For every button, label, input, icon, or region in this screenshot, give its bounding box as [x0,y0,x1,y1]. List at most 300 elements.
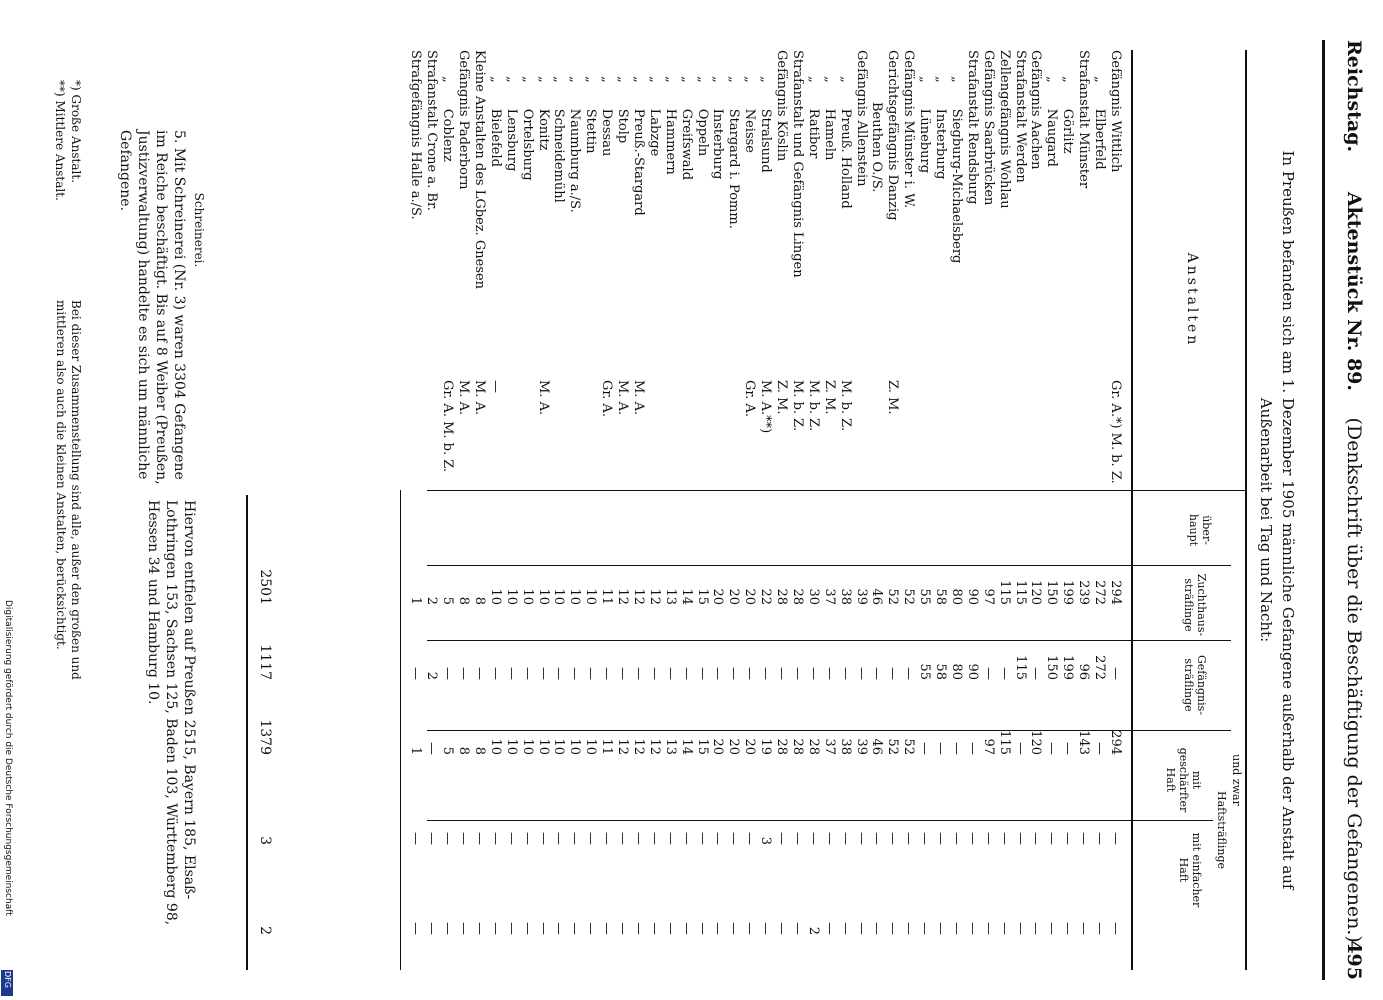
row-einfache-haft: — [726,922,742,935]
row-institution-type: M. A.**) [758,380,774,434]
row-gefaengnis: 143 [1076,730,1092,755]
row-geschaerfte-haft: — [1060,832,1076,845]
row-total: 38 [837,588,853,605]
row-einfache-haft: — [774,922,790,935]
row-name: Kleine Anstalten des LGbez. Gnesen [472,50,487,290]
row-geschaerfte-haft: — [599,832,615,845]
row-einfache-haft: — [933,922,949,935]
row-einfache-haft: 2 [805,926,821,935]
row-geschaerfte-haft: — [805,832,821,845]
dfg-sidebar-text: Digitalisierung gefördert durch die Deutsche Forschungsgemeinschaft [3,600,13,916]
row-gefaengnis: — [424,742,440,755]
row-zuchthaus: 150 [1044,655,1060,680]
row-zuchthaus: — [631,667,646,680]
row-zuchthaus: 2 [424,671,440,680]
row-name: Strafanstalt Rendsburg [964,50,980,205]
row-zuchthaus: — [901,667,917,680]
row-total: 30 [805,588,821,605]
row-gefaengnis: 19 [758,738,774,755]
row-einfache-haft: — [949,922,964,935]
row-total: 80 [949,588,964,605]
row-zuchthaus: — [774,667,790,680]
row-gefaengnis: 20 [710,738,726,755]
header-gefaengnis: Gefängnis-sträflinge [1182,654,1208,716]
row-name: „ Schneidemühl [551,50,567,203]
row-geschaerfte-haft: — [503,832,519,845]
row-einfache-haft: — [758,922,774,935]
row-einfache-haft: — [1076,922,1092,935]
row-zuchthaus: — [726,667,742,680]
row-geschaerfte-haft: — [519,832,535,845]
row-einfache-haft: — [710,922,726,935]
row-institution-type: M. A. [631,380,646,416]
row-zuchthaus: — [758,667,774,680]
row-zuchthaus: — [456,667,472,680]
row-total: 12 [631,588,646,605]
row-name: Gefängnis Wittlich [1108,50,1123,173]
header-haftstraeflinge: Haftsträflinge [1215,790,1228,869]
row-gefaengnis: 28 [805,738,821,755]
row-geschaerfte-haft: — [567,832,583,845]
row-zuchthaus: 58 [933,663,949,680]
row-institution-type: Gr. A. [742,380,758,417]
row-geschaerfte-haft: — [742,832,758,845]
row-name: „ Ortelsburg [519,50,535,181]
row-zuchthaus: — [408,667,424,680]
row-gefaengnis: 20 [726,738,742,755]
row-geschaerfte-haft: — [662,832,678,845]
row-total: 115 [996,580,1012,605]
row-total: 199 [1060,580,1076,605]
row-zuchthaus: — [535,667,551,680]
row-einfache-haft: — [853,922,869,935]
row-name: „ Dessau [599,50,615,157]
row-gefaengnis: — [949,742,964,755]
header-zuchthaus: Zuchthaus-sträflinge [1182,573,1208,637]
page-number: 495 [1343,940,1365,980]
row-name: Strafanstalt Münster [1076,50,1092,189]
row-zuchthaus: — [678,667,694,680]
row-zuchthaus: — [710,667,726,680]
row-name: „ Preuß.-Stargard [631,50,646,216]
row-gefaengnis: 12 [646,738,662,755]
row-total: 90 [964,588,980,605]
row-name: Strafanstalt und Gefängnis Lingen [790,50,805,278]
row-total: 20 [726,588,742,605]
row-zuchthaus: — [790,667,805,680]
row-zuchthaus: 80 [949,663,964,680]
header-anstalten: Anstalten [1184,252,1200,348]
row-gefaengnis: — [1012,742,1028,755]
row-zuchthaus: — [583,667,599,680]
row-total: 150 [1044,580,1060,605]
row-gefaengnis: 46 [869,738,885,755]
row-name: „ Neisse [742,50,758,153]
row-geschaerfte-haft: — [487,832,503,845]
row-einfache-haft: — [980,922,996,935]
dfg-sidebar [0,600,14,1000]
row-geschaerfte-haft: — [456,832,472,845]
row-total: 272 [1092,580,1108,605]
row-gefaengnis: 11 [599,738,615,755]
header-reichstag: Reichstag. [1343,40,1365,153]
row-total: 14 [678,588,694,605]
row-geschaerfte-haft: — [710,832,726,845]
row-total: 2 [424,596,440,605]
row-name: „ Stargard i. Pomm. [726,50,742,229]
row-name: Gefängnis Allenstein [853,50,869,187]
row-einfache-haft: — [917,922,933,935]
row-geschaerfte-haft: — [726,832,742,845]
header-aktenstueck: Aktenstück Nr. 89. [1343,191,1365,392]
row-gefaengnis: 10 [551,738,567,755]
row-name: „ Insterburg [933,50,949,180]
row-total: 1 [408,596,424,605]
row-total: 120 [1028,580,1044,605]
row-geschaerfte-haft: — [1076,832,1092,845]
row-zuchthaus: — [885,667,901,680]
row-institution-type: Z. M. [774,380,790,415]
row-einfache-haft: — [503,922,519,935]
row-institution-type: Gr. A. [599,380,615,417]
row-total: 294 [1108,580,1123,605]
row-total: 20 [710,588,726,605]
row-geschaerfte-haft: — [583,832,599,845]
row-geschaerfte-haft: — [885,832,901,845]
row-gefaengnis: 1 [408,746,424,755]
row-total: 5 [440,596,456,605]
row-name: Strafgefängnis Halle a./S. [408,50,424,220]
total-gh: 3 [257,836,273,845]
row-gefaengnis: 28 [790,738,805,755]
row-gefaengnis: — [917,742,933,755]
row-name: „ Greifswald [678,50,694,181]
total-ueberhaupt: 2501 [257,569,273,605]
row-gefaengnis: 10 [567,738,583,755]
row-einfache-haft: — [599,922,615,935]
row-name: „ Siegburg-Michaelsberg [949,50,964,264]
row-total: 20 [742,588,758,605]
row-gefaengnis: 12 [631,738,646,755]
row-total: 10 [487,588,503,605]
row-name: „ Ratibor [805,50,821,159]
row-name: „ Oppeln [694,50,710,157]
row-total: 58 [933,588,949,605]
header-title: (Denkschrift über die Beschäftigung der Gefangenen.) [1343,417,1365,943]
row-institution-type: Gr. A. M. b. Z. [440,380,456,473]
row-institution-type: M. A. [615,380,631,416]
row-name: Strafanstalt Crone a. Br. [424,50,440,211]
row-gefaengnis: 14 [678,738,694,755]
row-zuchthaus: — [662,667,678,680]
row-gefaengnis: — [1044,742,1060,755]
row-zuchthaus: 90 [964,663,980,680]
row-einfache-haft: — [567,922,583,935]
row-name: „ Lensburg [503,50,519,172]
row-zuchthaus: 199 [1060,655,1076,680]
row-name: Gerichtsgefängnis Danzig [885,50,901,221]
row-einfache-haft: — [742,922,758,935]
row-geschaerfte-haft: — [694,832,710,845]
row-name: „ Elberfeld [1092,50,1108,170]
row-einfache-haft: — [678,922,694,935]
row-zuchthaus: — [440,667,456,680]
row-total: 8 [456,596,472,605]
row-geschaerfte-haft: — [949,832,964,845]
row-geschaerfte-haft: — [917,832,933,845]
row-total: 10 [583,588,599,605]
row-name: „ Hammern [662,50,678,175]
row-zuchthaus: — [821,667,837,680]
row-geschaerfte-haft: — [980,832,996,845]
header-geschaerfter: mit geschärfter Haft [1164,747,1203,813]
row-einfache-haft: — [996,922,1012,935]
row-gefaengnis: 15 [694,738,710,755]
dfg-logo-text: DFG [3,971,12,988]
total-eh: 2 [257,926,273,935]
row-einfache-haft: — [551,922,567,935]
row-gefaengnis: 28 [774,738,790,755]
row-einfache-haft: — [472,922,487,935]
row-gefaengnis: 97 [980,738,996,755]
row-einfache-haft: — [487,922,503,935]
row-gefaengnis: 10 [503,738,519,755]
row-geschaerfte-haft: — [774,832,790,845]
row-name: „ Stralsund [758,50,774,173]
row-einfache-haft: — [662,922,678,935]
intro-text: In Preußen befanden sich am 1. Dezember 1905 männliche Gefangene außerhalb der Anstalt auf Außenarbeit bei Tag und Nacht: [1257,150,1297,890]
total-gef: 1379 [257,719,273,755]
row-name: Gefängnis Paderborn [456,50,472,190]
row-einfache-haft: — [821,922,837,935]
row-einfache-haft: — [1092,922,1108,935]
row-geschaerfte-haft: — [440,832,456,845]
row-zuchthaus: — [742,667,758,680]
row-geschaerfte-haft: — [1044,832,1060,845]
row-institution-type: M. A. [472,380,487,416]
row-einfache-haft: — [694,922,710,935]
row-gefaengnis: 52 [901,738,917,755]
row-geschaerfte-haft: — [853,832,869,845]
row-gefaengnis: 39 [853,738,869,755]
row-total: 10 [551,588,567,605]
row-zuchthaus: — [615,667,631,680]
row-gefaengnis: — [1092,742,1108,755]
row-einfache-haft: — [1044,922,1060,935]
row-total: 12 [615,588,631,605]
row-zuchthaus: — [519,667,535,680]
row-einfache-haft: — [408,922,424,935]
row-name: „ Lüneburg [917,50,933,174]
row-zuchthaus: 55 [917,663,933,680]
row-einfache-haft: — [519,922,535,935]
row-total: 55 [917,588,933,605]
row-gefaengnis: 37 [821,738,837,755]
row-zuchthaus: — [503,667,519,680]
row-geschaerfte-haft: — [472,832,487,845]
row-total: 28 [790,588,805,605]
row-einfache-haft: — [1108,922,1123,935]
row-total: 10 [503,588,519,605]
row-total: 11 [599,588,615,605]
row-zuchthaus: — [980,667,996,680]
row-geschaerfte-haft: — [678,832,694,845]
row-total: 8 [472,596,487,605]
row-name: Gefängnis Saarbrücken [980,50,996,206]
row-gefaengnis: — [964,742,980,755]
row-name: Beuthen O./S. [869,50,885,193]
row-gefaengnis: 10 [519,738,535,755]
row-geschaerfte-haft: — [837,832,853,845]
row-geschaerfte-haft: — [964,832,980,845]
row-gefaengnis: 20 [742,738,758,755]
row-einfache-haft: — [1012,922,1028,935]
row-einfache-haft: — [615,922,631,935]
row-geschaerfte-haft: — [408,832,424,845]
row-name: Gefängnis Köslin [774,50,790,162]
row-zuchthaus: — [567,667,583,680]
row-geschaerfte-haft: 3 [758,836,774,845]
row-einfache-haft: — [901,922,917,935]
row-geschaerfte-haft: — [1028,832,1044,845]
row-zuchthaus: 115 [1012,655,1028,680]
dfg-logo [1,970,13,996]
row-gefaengnis: — [1060,742,1076,755]
row-total: 28 [774,588,790,605]
row-geschaerfte-haft: — [996,832,1012,845]
row-zuchthaus: — [694,667,710,680]
row-total: 97 [980,588,996,605]
row-zuchthaus: — [996,667,1012,680]
row-geschaerfte-haft: — [615,832,631,845]
row-institution-type: M. A. [456,380,472,416]
row-institution-type: M. b. Z. [837,380,853,432]
row-zuchthaus: — [853,667,869,680]
row-name: „ Bielefeld [487,50,503,167]
row-geschaerfte-haft: — [631,832,646,845]
header-und-zwar: und zwar [1230,754,1243,806]
row-geschaerfte-haft: — [901,832,917,845]
row-einfache-haft: — [869,922,885,935]
row-total: 15 [694,588,710,605]
row-total: 46 [869,588,885,605]
footnote-1: *) Große Anstalt. [69,80,83,183]
row-zuchthaus: 96 [1076,663,1092,680]
row-name: „ Labzge [646,50,662,157]
row-einfache-haft: — [837,922,853,935]
row-geschaerfte-haft: — [424,832,440,845]
row-zuchthaus: — [837,667,853,680]
row-name: „ Coblenz [440,50,456,162]
row-geschaerfte-haft: — [933,832,949,845]
row-gefaengnis: 12 [615,738,631,755]
row-einfache-haft: — [885,922,901,935]
row-institution-type: Z. M. [885,380,901,415]
row-total: 37 [821,588,837,605]
row-name: „ Konitz [535,50,551,151]
row-zuchthaus: — [487,667,503,680]
row-einfache-haft: — [424,922,440,935]
row-einfache-haft: — [631,922,646,935]
row-zuchthaus: 272 [1092,655,1108,680]
row-total: 12 [646,588,662,605]
row-name: „ Görlitz [1060,50,1076,154]
row-total: 239 [1076,580,1092,605]
total-zucht: 1117 [257,644,273,680]
row-zuchthaus: — [1028,667,1044,680]
row-geschaerfte-haft: — [1092,832,1108,845]
row-gefaengnis: 13 [662,738,678,755]
row-institution-type: M. b. Z. [790,380,805,432]
row-total: 22 [758,588,774,605]
row-einfache-haft: — [646,922,662,935]
row-gefaengnis: 8 [472,746,487,755]
row-institution-type: M. b. Z. [805,380,821,432]
row-gefaengnis: 120 [1028,730,1044,755]
row-geschaerfte-haft: — [646,832,662,845]
row-name: „ Naugard [1044,50,1060,167]
row-name: „ Stettin [583,50,599,154]
row-institution-type: M. A. [535,380,551,416]
row-total: 52 [885,588,901,605]
row-zuchthaus: — [805,667,821,680]
row-total: 10 [519,588,535,605]
row-gefaengnis: 115 [996,730,1012,755]
row-einfache-haft: — [583,922,599,935]
row-einfache-haft: — [964,922,980,935]
row-institution-type: Z. M. [821,380,837,415]
row-geschaerfte-haft: — [821,832,837,845]
left-note: Hiervon entfielen auf Preußen 2515, Bayern 185, Elsaß-Lothringen 153, Sachsen 125, Baden 103, Württemberg 98, Hessen 34 und Hamburg 10. [145,500,197,926]
row-geschaerfte-haft: — [790,832,805,845]
row-zuchthaus: — [551,667,567,680]
row-zuchthaus: — [472,667,487,680]
row-name: „ Stolp [615,50,631,144]
row-zuchthaus: — [869,667,885,680]
row-geschaerfte-haft: — [535,832,551,845]
row-total: 39 [853,588,869,605]
row-total: 52 [901,588,917,605]
row-name: „ Insterburg [710,50,726,180]
row-total: 13 [662,588,678,605]
row-einfache-haft: — [440,922,456,935]
row-gefaengnis: 52 [885,738,901,755]
row-name: „ Hameln [821,50,837,161]
row-zuchthaus: — [599,667,615,680]
row-total: 10 [567,588,583,605]
row-einfache-haft: — [1060,922,1076,935]
row-gefaengnis: 10 [487,738,503,755]
row-gefaengnis: 8 [456,746,472,755]
row-name: Zellengefängnis Wohlau [996,50,1012,209]
header-einfacher: mit einfacher Haft [1177,832,1203,908]
row-name: „ Preuß. Holland [837,50,853,209]
row-geschaerfte-haft: — [1012,832,1028,845]
row-geschaerfte-haft: — [551,832,567,845]
row-zuchthaus: — [646,667,662,680]
footnote-2: **) Mittlere Anstalt. [53,80,67,201]
row-institution-type: — [487,380,503,393]
totals-divider [246,495,248,970]
row-gefaengnis: — [933,742,949,755]
row-name: „ Naumburg a./S. [567,50,583,213]
row-gefaengnis: 5 [440,746,456,755]
header-ueberhaupt: über-haupt [1187,513,1213,547]
row-einfache-haft: — [790,922,805,935]
schreinerei-heading: Schreinerei. [192,192,206,268]
row-institution-type: Gr. A.*) M. b. Z. [1108,380,1123,484]
footnote-brace-text: Bei dieser Zusammenstellung sind alle, außer den großen und mittleren also auch die kleinen Anstalten, berücksichtigt. [54,300,83,680]
